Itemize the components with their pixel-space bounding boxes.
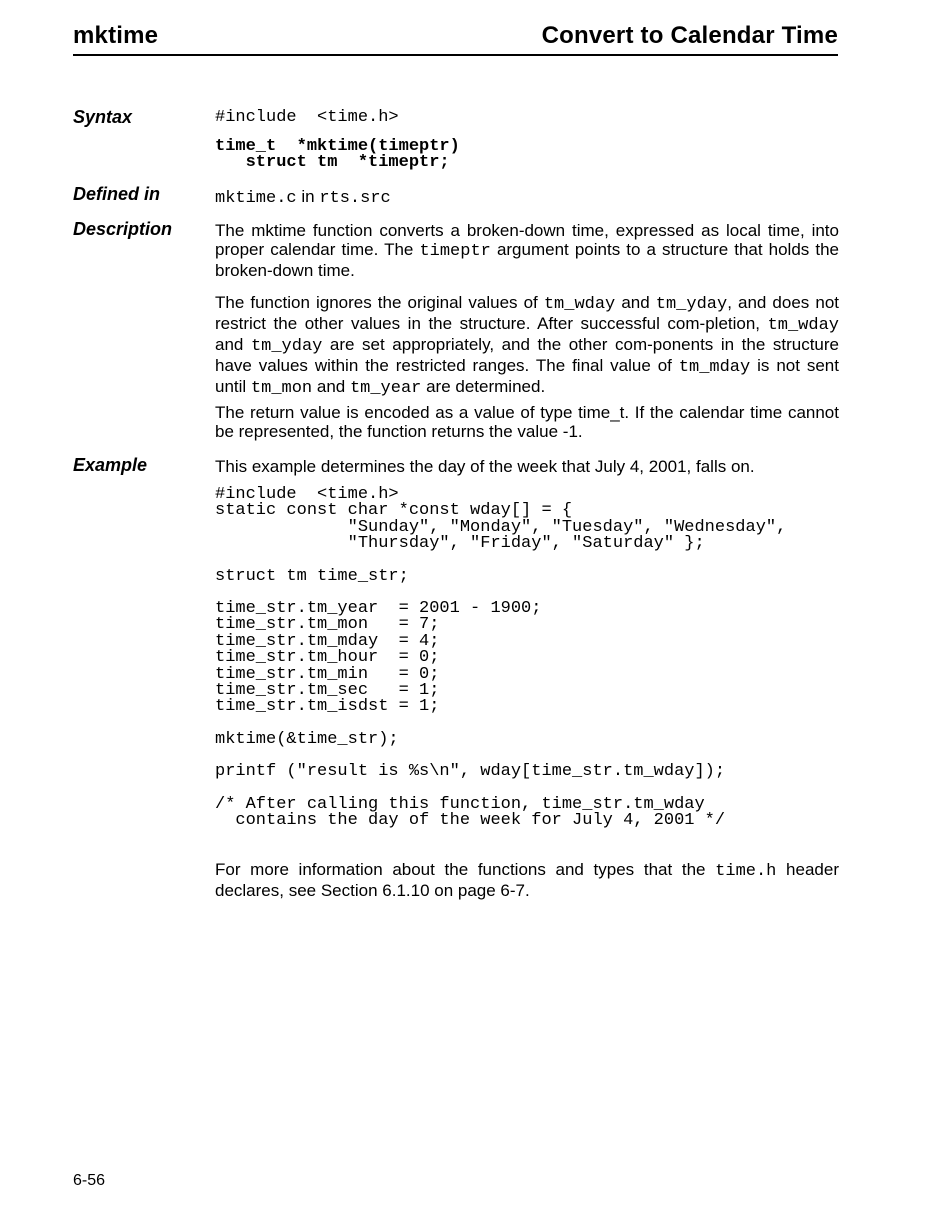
desc-p2-text-g: and [312,377,350,396]
example-code-assignments: time_str.tm_year = 2001 - 1900; time_str.tm_mon = 7; time_str.tm_mday = 4; time_str.tm_hour = 0; time_str.tm_min = 0; time_str.tm_sec = 1; time_str.tm_isdst = 1; [215,599,542,717]
desc-p2-code-1: tm_wday [543,295,616,314]
desc-p2-code-7: tm_year [349,379,422,398]
more-info-code: time.h [715,862,777,881]
syntax-label: Syntax [73,107,133,127]
description-paragraph-3: The return value is encoded as a value of type time_t. If the calendar time cannot be represented, the function returns the value -1. [215,403,839,441]
desc-p2-text-c: , and does not restrict the other values in the structure. After successful com-pletion, [215,293,839,333]
example-label: Example [73,455,148,475]
desc-p2-text-b: and [615,293,656,312]
desc-p1-text-b: argument points to a structure that holds the broken-down time. [215,240,839,280]
example-code-header: #include <time.h> static const char *const wday[] = { "Sunday", "Monday", "Tuesday", "Wednesday", "Thursday", "Friday", "Saturday" }; [215,485,787,554]
desc-p1-text-a: The mktime function converts a broken-down time, expressed as local time, into proper calendar time. The [215,221,839,259]
desc-p2-text-e: are set appropriately, and the other com-ponents in the structure have values within the restricted ranges. The final value of [215,335,839,375]
syntax-include: #include <time.h> [215,108,399,127]
example-code-comment: /* After calling this function, time_str.tm_wday contains the day of the week for July 4, 2001 */ [215,795,726,831]
defined-in-source: rts.src [319,189,391,208]
example-code-printf: printf ("result is %s\n", wday[time_str.tm_wday]); [215,762,726,781]
example-code-struct: struct tm time_str; [215,567,409,586]
syntax-prototype: time_t *mktime(timeptr) struct tm *timeptr; [215,137,460,173]
description-label: Description [73,219,173,239]
defined-in-value [215,187,391,208]
defined-in-connector: in [296,187,320,206]
desc-p2-code-2: tm_yday [655,295,728,314]
page-header-title: mktime [73,22,159,49]
more-info-text-b: header declares, see Section 6.1.10 on page 6-7. [215,860,839,900]
example-code-mktime-call: mktime(&time_str); [215,730,399,749]
desc-p2-code-6: tm_mon [250,379,313,398]
desc-p2-text-d: and [215,335,251,354]
desc-p2-text-a: The function ignores the original values of [215,293,544,312]
desc-p2-text-f: is not sent until [215,356,839,396]
desc-p2-code-5: tm_mday [678,358,751,377]
desc-p2-text-h: are determined. [421,377,546,396]
desc-p2-code-3: tm_wday [767,316,839,335]
description-paragraph-2 [215,293,839,398]
desc-p2-code-4: tm_yday [250,337,323,356]
desc-p1-code: timeptr [419,242,491,261]
defined-in-file: mktime.c [215,189,297,208]
example-more-info [215,860,839,900]
page-number: 6-56 [73,1172,106,1189]
description-paragraph-1 [215,221,839,280]
defined-in-label: Defined in [73,184,161,204]
header-rule [73,54,838,56]
example-intro: This example determines the day of the week that July 4, 2001, falls on. [215,457,755,476]
page-header-subtitle: Convert to Calendar Time [541,22,838,49]
more-info-text-a: For more information about the functions and types that the [215,860,716,879]
